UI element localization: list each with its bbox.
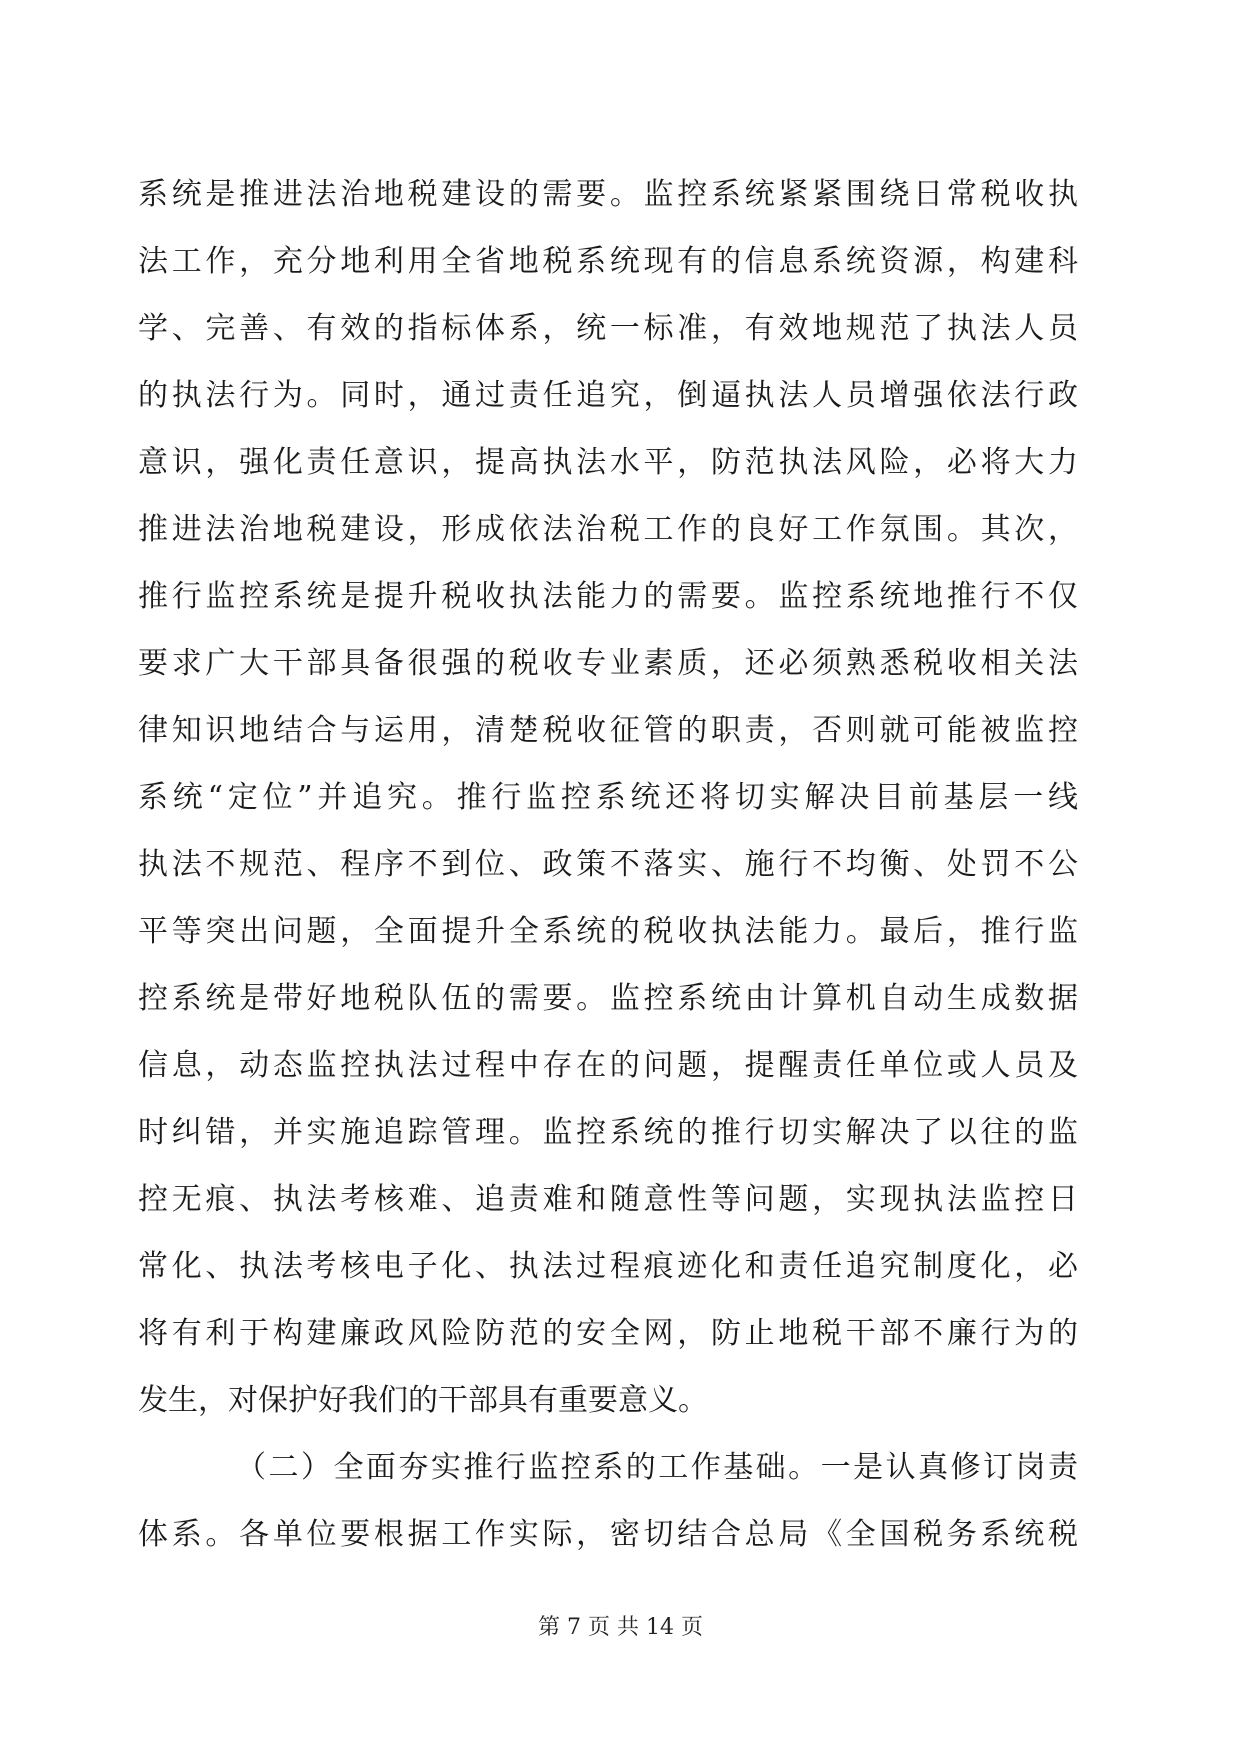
body-line-20: （二）全面夯实推行监控系的工作基础。一是认真修订岗责 [236,1450,1078,1485]
body-line-11: 执法不规范、程序不到位、政策不落实、施行不均衡、处罚不公 [138,847,1078,882]
body-line-15: 时纠错，并实施追踪管理。监控系统的推行切实解决了以往的监 [138,1115,1078,1150]
body-line-8: 要求广大干部具备很强的税收专业素质，还必须熟悉税收相关法 [138,646,1078,681]
body-line-10: 系统“定位”并追究。推行监控系统还将切实解决目前基层一线 [138,780,1078,815]
body-line-4: 的执法行为。同时，通过责任追究，倒逼执法人员增强依法行政 [138,378,1078,413]
body-line-2: 法工作，充分地利用全省地税系统现有的信息系统资源，构建科 [138,244,1078,279]
body-line-1: 系统是推进法治地税建设的需要。监控系统紧紧围绕日常税收执 [138,177,1078,212]
page-number-footer: 第 7 页 共 14 页 [538,1615,703,1640]
body-line-3: 学、完善、有效的指标体系，统一标准，有效地规范了执法人员 [138,311,1078,346]
body-line-16: 控无痕、执法考核难、追责难和随意性等问题，实现执法监控日 [138,1182,1078,1217]
body-line-14: 信息，动态监控执法过程中存在的问题，提醒责任单位或人员及 [138,1048,1078,1083]
body-line-17: 常化、执法考核电子化、执法过程痕迹化和责任追究制度化，必 [138,1249,1078,1284]
body-line-19: 发生，对保护好我们的干部具有重要意义。 [138,1383,708,1418]
body-line-5: 意识，强化责任意识，提高执法水平，防范执法风险，必将大力 [138,445,1078,480]
body-line-6: 推进法治地税建设，形成依法治税工作的良好工作氛围。其次， [138,512,1078,547]
body-line-9: 律知识地结合与运用，清楚税收征管的职责，否则就可能被监控 [138,713,1078,748]
body-line-18: 将有利于构建廉政风险防范的安全网，防止地税干部不廉行为的 [138,1316,1078,1351]
body-line-21: 体系。各单位要根据工作实际，密切结合总局《全国税务系统税 [138,1517,1078,1552]
body-line-12: 平等突出问题，全面提升全系统的税收执法能力。最后，推行监 [138,914,1078,949]
body-line-13: 控系统是带好地税队伍的需要。监控系统由计算机自动生成数据 [138,981,1078,1016]
body-line-7: 推行监控系统是提升税收执法能力的需要。监控系统地推行不仅 [138,579,1078,614]
